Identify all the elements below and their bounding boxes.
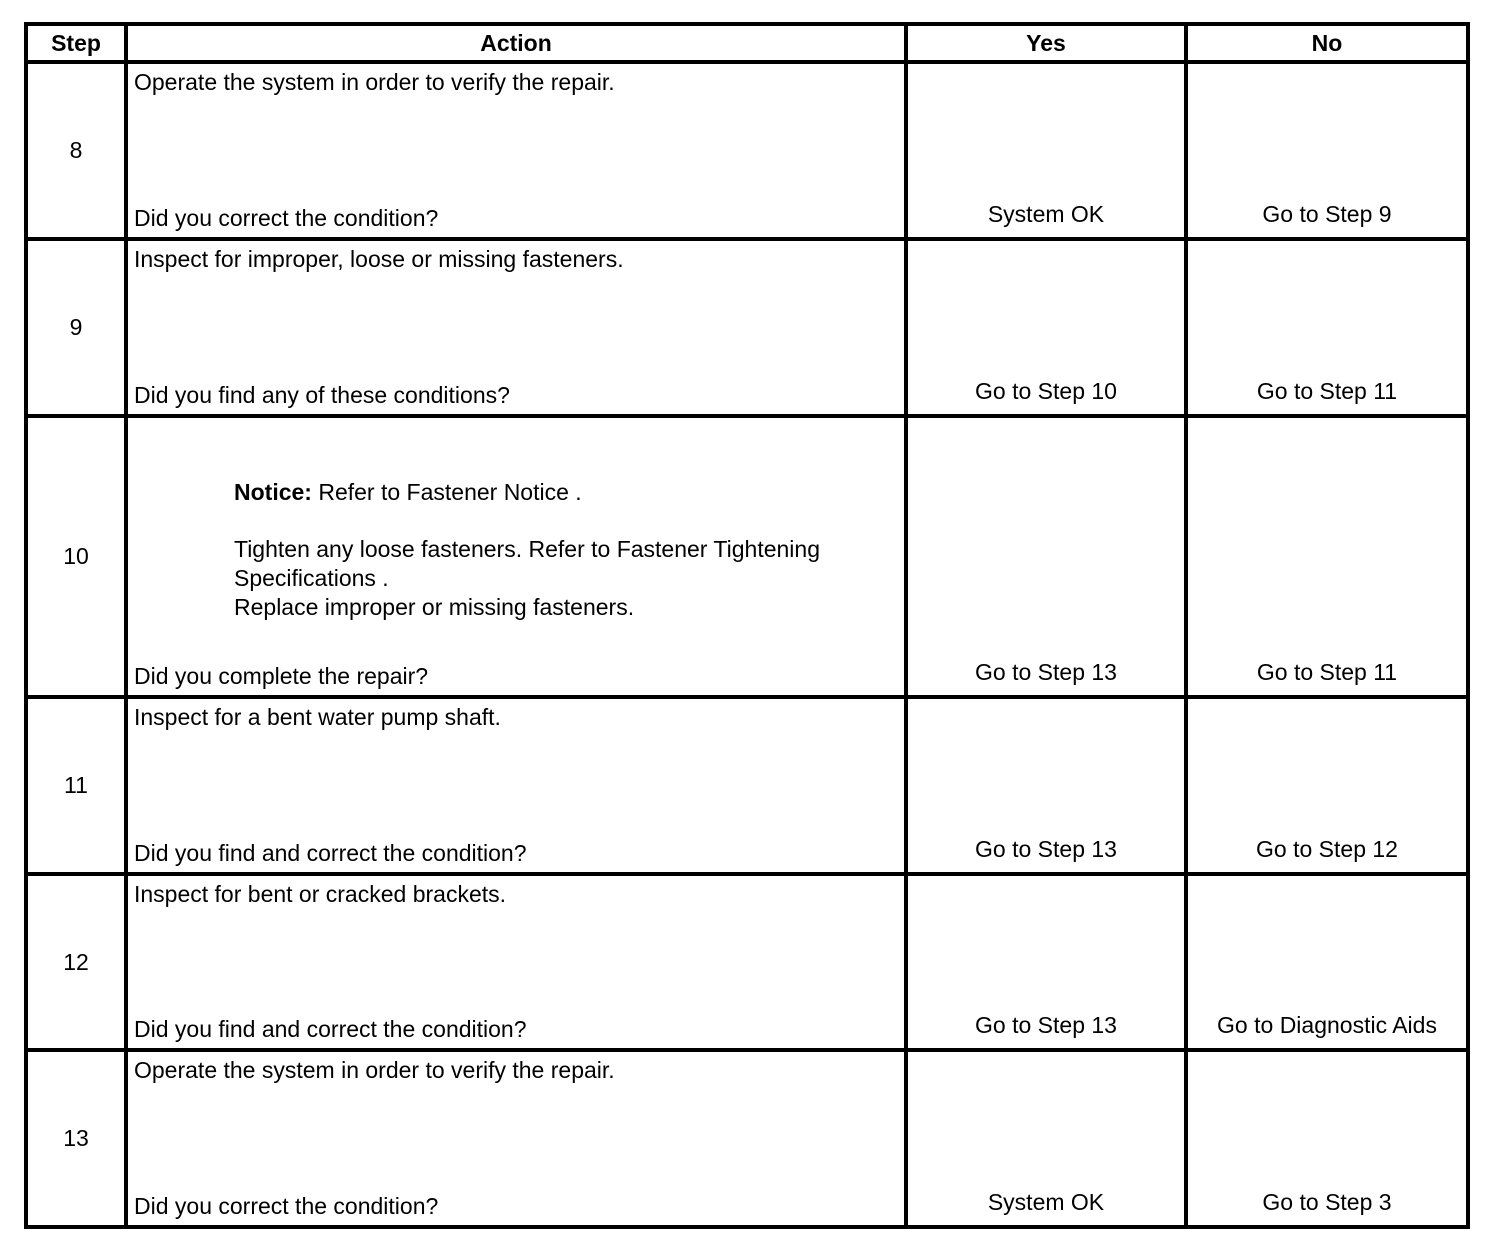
yes-cell xyxy=(906,697,1186,874)
no-cell xyxy=(1186,416,1468,697)
yes-cell xyxy=(906,239,1186,416)
no-result: Go to Step 11 xyxy=(1256,378,1398,404)
action-cell xyxy=(126,1050,906,1227)
question-text: Did you find any of these conditions? xyxy=(134,382,510,408)
table-row xyxy=(26,697,1468,874)
step-number: 11 xyxy=(26,697,126,874)
no-cell xyxy=(1186,239,1468,416)
action-cell xyxy=(126,62,906,239)
yes-cell xyxy=(906,62,1186,239)
table-row xyxy=(26,416,1468,697)
no-result: Go to Step 9 xyxy=(1262,201,1392,227)
yes-cell xyxy=(906,874,1186,1050)
action-cell xyxy=(126,697,906,874)
yes-cell xyxy=(906,1050,1186,1227)
yes-result: Go to Step 13 xyxy=(975,1012,1117,1038)
no-cell xyxy=(1186,874,1468,1050)
question-text: Did you find and correct the condition? xyxy=(134,840,527,866)
action-text: Inspect for a bent water pump shaft. xyxy=(134,704,501,730)
question-text: Did you correct the condition? xyxy=(134,1193,439,1219)
action-text: Operate the system in order to verify the repair. xyxy=(134,1057,615,1083)
table-row xyxy=(26,62,1468,239)
action-cell xyxy=(126,416,906,697)
no-result: Go to Step 3 xyxy=(1262,1189,1392,1215)
notice-text: Refer to Fastener Notice . xyxy=(311,479,582,505)
table-row xyxy=(26,239,1468,416)
yes-result: Go to Step 13 xyxy=(975,836,1117,862)
question-text: Did you correct the condition? xyxy=(134,205,439,231)
no-cell xyxy=(1186,697,1468,874)
action-text: Operate the system in order to verify the repair. xyxy=(134,69,615,95)
question-text: Did you complete the repair? xyxy=(134,663,429,689)
header-no: No xyxy=(1186,24,1468,62)
diagnostic-table xyxy=(24,22,1470,1229)
step-number: 12 xyxy=(26,874,126,1050)
header-action: Action xyxy=(126,24,906,62)
no-cell xyxy=(1186,62,1468,239)
action-text: Inspect for bent or cracked brackets. xyxy=(134,881,507,907)
no-cell xyxy=(1186,1050,1468,1227)
instruction-replace: Replace improper or missing fasteners. xyxy=(234,594,635,620)
step-number: 10 xyxy=(26,416,126,697)
no-result: Go to Step 12 xyxy=(1256,836,1398,862)
yes-result: Go to Step 13 xyxy=(975,659,1117,685)
step-number: 8 xyxy=(26,62,126,239)
step-number: 9 xyxy=(26,239,126,416)
question-text: Did you find and correct the condition? xyxy=(134,1016,527,1042)
yes-result: System OK xyxy=(987,1189,1105,1215)
table-header-row xyxy=(26,24,1468,62)
yes-cell xyxy=(906,416,1186,697)
action-text: Inspect for improper, loose or missing fasteners. xyxy=(134,246,624,272)
yes-result: System OK xyxy=(987,201,1105,227)
no-result: Go to Step 11 xyxy=(1256,659,1398,685)
header-step: Step xyxy=(26,24,126,62)
step-number: 13 xyxy=(26,1050,126,1227)
action-cell xyxy=(126,874,906,1050)
header-yes: Yes xyxy=(906,24,1186,62)
no-result: Go to Diagnostic Aids xyxy=(1217,1012,1437,1038)
notice-label: Notice: xyxy=(234,479,312,505)
table-row xyxy=(26,1050,1468,1227)
notice-line xyxy=(234,478,884,507)
instruction-tighten: Tighten any loose fasteners. Refer to Fastener Tightening Specifications . xyxy=(234,536,820,591)
yes-result: Go to Step 10 xyxy=(975,378,1117,404)
action-cell xyxy=(126,239,906,416)
table-row xyxy=(26,874,1468,1050)
